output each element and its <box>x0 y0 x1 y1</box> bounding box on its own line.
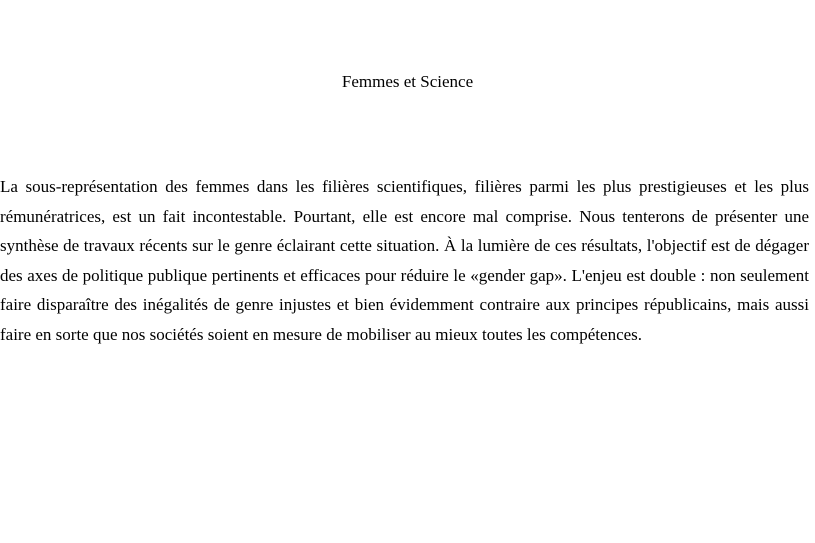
document-paragraph: La sous-représentation des femmes dans les filières scientifiques, filières parmi les plus prestigieuses et les plus rémunératrices, est un fait incontestable. Pourtant, elle est encore mal comprise. Nous tenterons de présenter une synthèse de travaux récents sur le genre éclairant cette situation. À la lumière de ces résultats, l'objectif est de dégager des axes de politique publique pertinents et efficaces pour réduire le «gender gap». L'enjeu est double : non seulement faire disparaître des inégalités de genre injustes et bien évidemment contraire aux principes républicains, mais aussi faire en sorte que nos sociétés soient en mesure de mobiliser au mieux toutes les compétences. <box>0 177 809 344</box>
document-title: Femmes et Science <box>341 72 474 91</box>
